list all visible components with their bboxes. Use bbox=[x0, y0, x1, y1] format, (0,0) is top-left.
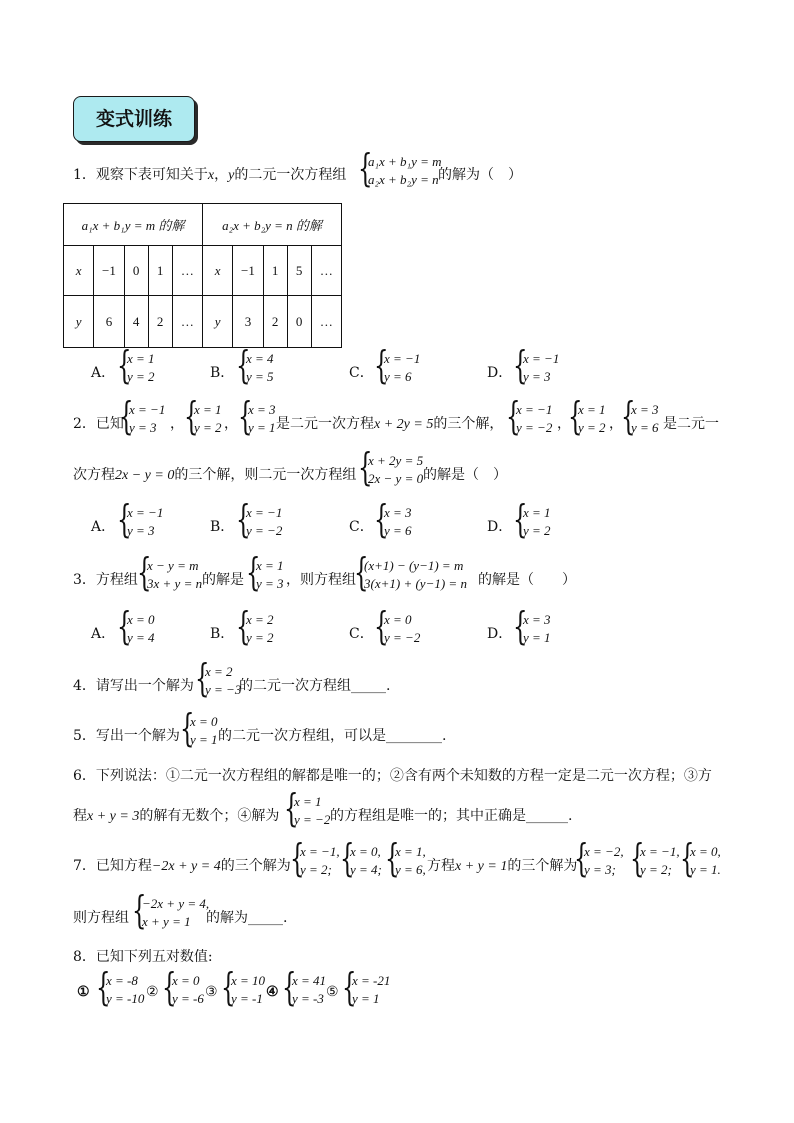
q2-sol-5: { x = 1 y = 2 bbox=[568, 394, 606, 438]
q2-option-d[interactable]: { x = 1 y = 2 bbox=[513, 497, 551, 541]
q1-option-a-label: A． bbox=[91, 365, 116, 381]
q7-sol-4: { x = −2, y = 3; bbox=[574, 836, 624, 880]
table-row: x −1 0 1 … x −1 1 5 … bbox=[64, 246, 342, 296]
q1-option-d-label: D． bbox=[487, 365, 513, 381]
q1-system: { a₁x + b₁y = m a₂x + b₂y = n bbox=[358, 146, 442, 190]
q2-option-a[interactable]: { x = −1 y = 3 bbox=[117, 497, 164, 541]
table-row: y 6 4 2 … y 3 2 0 … bbox=[64, 296, 342, 348]
table-header-1: a₁x + b₁y = m 的解 bbox=[64, 204, 203, 246]
q7-sol-3: { x = 1, y = 6, bbox=[385, 836, 426, 880]
q3-option-c[interactable]: { x = 0 y = −2 bbox=[374, 604, 421, 648]
q5-system: { x = 0 y = 1 bbox=[180, 706, 218, 750]
q8-pair-1: { x = -8 y = -10 bbox=[96, 965, 145, 1009]
q2-system: { x + 2y = 5 2x − y = 0 bbox=[358, 445, 424, 489]
q7-sol-2: { x = 0, y = 4; bbox=[340, 836, 382, 880]
q2-sol-6: { x = 3 y = 6 bbox=[621, 394, 659, 438]
q4-system: { x = 2 y = −3 bbox=[195, 656, 242, 700]
q1-table bbox=[63, 203, 342, 348]
q3-option-b[interactable]: { x = 2 y = 2 bbox=[236, 604, 274, 648]
q8-pair-4: { x = 41 y = -3 bbox=[282, 965, 327, 1009]
q1-option-c[interactable]: { x = −1 y = 6 bbox=[374, 343, 421, 387]
q2-option-c[interactable]: { x = 3 y = 6 bbox=[374, 497, 412, 541]
q3-option-a[interactable]: { x = 0 y = 4 bbox=[117, 604, 155, 648]
q7-system: { −2x + y = 4, x + y = 1 bbox=[132, 888, 210, 932]
q7-answer-blank[interactable]: 的解为_____. bbox=[206, 910, 288, 926]
q1-option-b-label: B． bbox=[210, 365, 235, 381]
q7-sol-6: { x = 0, y = 1. bbox=[680, 836, 721, 880]
q3-system-1: { x − y = m 3x + y = n bbox=[137, 550, 203, 594]
q2-sol-2: { x = 1 y = 2 bbox=[184, 394, 222, 438]
table-header-2: a₂x + b₂y = n 的解 bbox=[203, 204, 342, 246]
q7-sol-1: { x = −1, y = 2; bbox=[290, 836, 340, 880]
q1-option-c-label: C． bbox=[349, 365, 374, 381]
q8-pair-3: { x = 10 y = -1 bbox=[221, 965, 266, 1009]
q2-option-b[interactable]: { x = −1 y = −2 bbox=[236, 497, 283, 541]
q6-system: { x = 1 y = −2 bbox=[284, 786, 331, 830]
q3-option-d[interactable]: { x = 3 y = 1 bbox=[513, 604, 551, 648]
q8-pair-2: { x = 0 y = -6 bbox=[162, 965, 204, 1009]
q3-system-2: { (x+1) − (y−1) = m 3(x+1) + (y−1) = n bbox=[354, 550, 467, 594]
q1-option-d[interactable]: { x = −1 y = 3 bbox=[513, 343, 560, 387]
q1-option-b[interactable]: { x = 4 y = 5 bbox=[236, 343, 274, 387]
q1-tail: 的解为（ ） bbox=[438, 167, 522, 183]
q4-answer-blank[interactable]: 的二元一次方程组_____. bbox=[239, 678, 391, 694]
q2-sol-3: { x = 3 y = 1 bbox=[238, 394, 276, 438]
q2-num: 2．已知 bbox=[73, 416, 124, 432]
section-title-box bbox=[73, 96, 195, 142]
q6-answer-blank[interactable]: 的方程组是唯一的；其中正确是______. bbox=[330, 808, 573, 824]
q5-answer-blank[interactable]: 的二元一次方程组，可以是________. bbox=[218, 728, 447, 744]
section-title: 变式训练 bbox=[95, 108, 172, 130]
q7-sol-5: { x = −1, y = 2; bbox=[630, 836, 680, 880]
q2-sol-1: { x = −1 y = 3 bbox=[119, 394, 166, 438]
q3-solution: { x = 1 y = 3 bbox=[246, 550, 284, 594]
q8-pair-5: { x = -21 y = 1 bbox=[342, 965, 391, 1009]
q1-option-a[interactable]: { x = 1 y = 2 bbox=[117, 343, 155, 387]
q2-sol-4: { x = −1 y = −2 bbox=[506, 394, 553, 438]
q1-stem: 1．观察下表可知关于x，y的二元一次方程组 bbox=[73, 167, 347, 183]
